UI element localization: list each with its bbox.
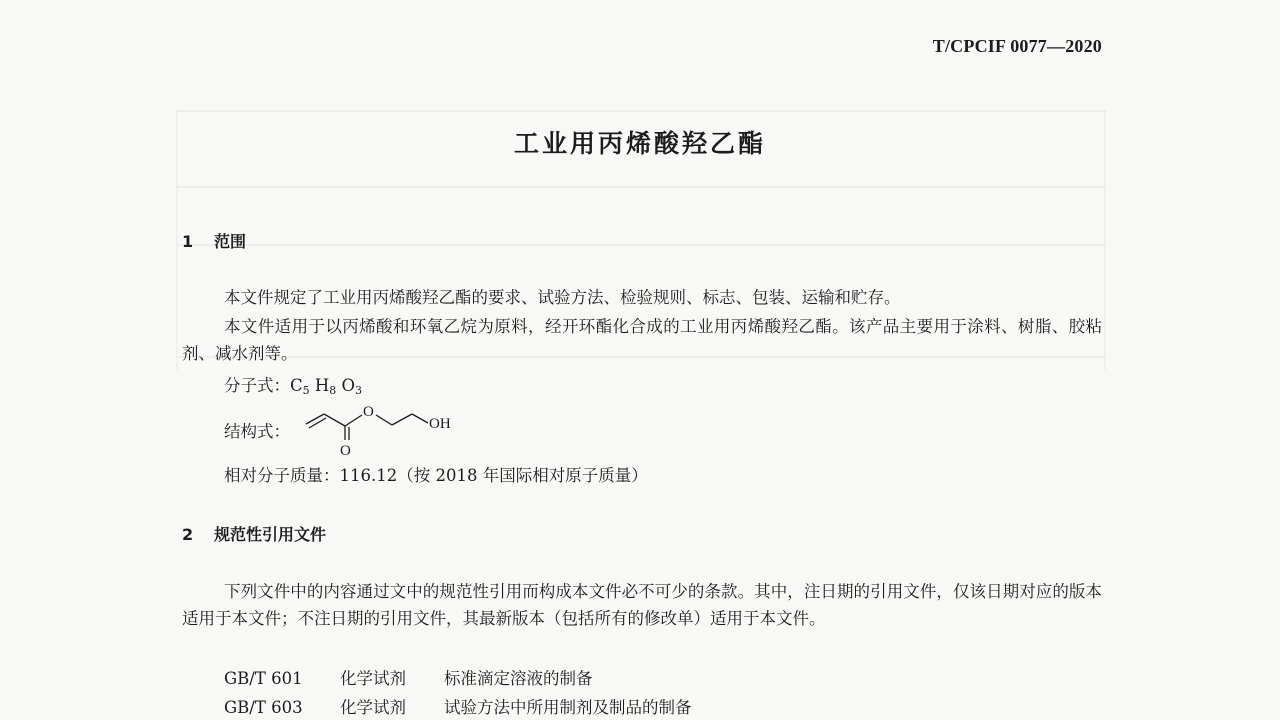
reference-category: 化学试剂 xyxy=(340,669,406,688)
formula-h-count: 8 xyxy=(329,384,337,397)
vinyl-double-bond xyxy=(309,418,326,428)
ester-bond xyxy=(345,415,362,426)
formula-h: H xyxy=(314,376,330,395)
reference-title: 试验方法中所用制剂及制品的制备 xyxy=(444,698,692,717)
molecular-mass-line: 相对分子质量：116.12（按 2018 年国际相对原子质量） xyxy=(224,466,648,485)
structural-formula-diagram xyxy=(300,398,470,460)
normative-references-paragraph: 下列文件中的内容通过文中的规范性引用而构成本文件必不可少的条款。其中，注日期的引用文件，仅该日期对应的版本适用于本文件；不注日期的引用文件，其最新版本（包括所有的修改单）适用于本文件。 xyxy=(182,582,1102,628)
vinyl-bond xyxy=(306,414,324,424)
formula-c: C xyxy=(290,376,303,395)
scope-paragraph-1: 本文件规定了工业用丙烯酸羟乙酯的要求、试验方法、检验规则、标志、包装、运输和贮存。 xyxy=(224,288,901,307)
hydroxyl-label: OH xyxy=(429,416,451,432)
bleed-through-line xyxy=(176,244,1106,246)
section-1-heading xyxy=(182,229,246,252)
reference-code: GB/T 601 xyxy=(224,669,303,688)
section-title: 范围 xyxy=(214,232,247,251)
scope-paragraph-2: 本文件适用于以丙烯酸和环氧乙烷为原料，经开环酯化合成的工业用丙烯酸羟乙酯。该产品主要用于涂料、树脂、胶粘剂、减水剂等。 xyxy=(182,317,1102,363)
molecular-formula-line xyxy=(224,372,362,397)
hydroxyl-bond xyxy=(412,414,428,423)
reference-title: 标准滴定溶液的制备 xyxy=(444,669,593,688)
standard-code: T/CPCIF 0077—2020 xyxy=(932,36,1102,56)
ester-chain-bond xyxy=(376,415,392,425)
bleed-through-line xyxy=(176,110,1106,112)
section-title: 规范性引用文件 xyxy=(214,525,327,544)
section-number: 2 xyxy=(182,525,194,544)
reference-category: 化学试剂 xyxy=(340,698,406,717)
formula-o-count: 3 xyxy=(355,384,363,397)
bleed-through-line xyxy=(176,186,1106,188)
section-2-heading xyxy=(182,522,326,545)
ethylene-bond xyxy=(392,414,412,425)
reference-code: GB/T 603 xyxy=(224,698,303,717)
section-number: 1 xyxy=(182,232,194,251)
formula-o: O xyxy=(341,376,356,395)
formula-c-count: 5 xyxy=(302,384,310,397)
reference-item xyxy=(224,694,692,718)
formula-label: 分子式： xyxy=(224,376,290,395)
reference-item xyxy=(224,665,593,689)
carbonyl-oxygen-label: O xyxy=(340,443,351,459)
ester-oxygen-label: O xyxy=(363,404,374,420)
structure-label: 结构式： xyxy=(224,422,290,441)
chain-bond xyxy=(324,414,345,426)
document-title: 工业用丙烯酸羟乙酯 xyxy=(513,129,766,158)
